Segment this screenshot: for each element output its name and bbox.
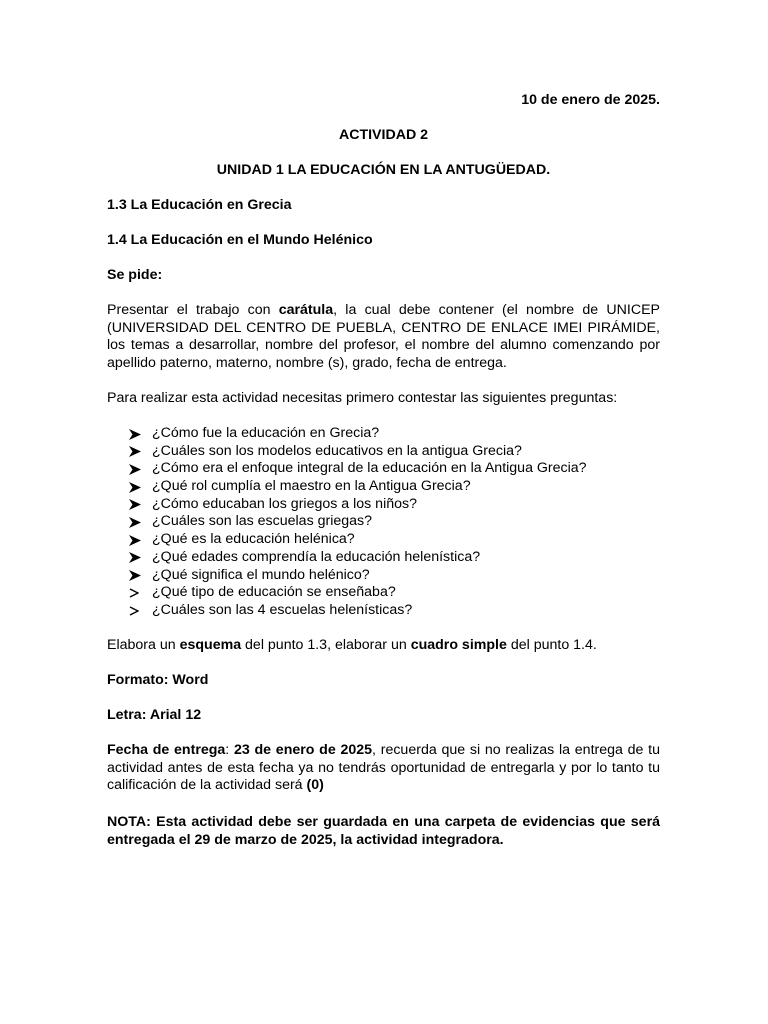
question-text: ¿Qué edades comprendía la educación helenística? <box>152 548 481 565</box>
questions-intro: Para realizar esta actividad necesitas primero contestar las siguientes preguntas: <box>107 390 618 406</box>
filled-arrowhead-bullet-icon <box>129 570 141 581</box>
question-text: ¿Qué tipo de educación se enseñaba? <box>152 584 396 601</box>
list-item <box>129 496 587 514</box>
filled-arrowhead-bullet-icon <box>129 446 141 457</box>
filled-arrowhead-bullet-icon <box>129 429 141 440</box>
unit-title: UNIDAD 1 LA EDUCACIÓN EN LA ANTUGÜEDAD. <box>216 162 551 178</box>
list-item <box>129 425 587 443</box>
filled-arrowhead-bullet-icon <box>129 552 141 563</box>
cuadro-simple-emphasis: cuadro simple <box>410 637 507 653</box>
esquema-emphasis: esquema <box>179 637 242 653</box>
list-item <box>129 531 587 549</box>
document-date: 10 de enero de 2025. <box>521 92 660 108</box>
question-text: ¿Cómo era el enfoque integral de la educación en la Antigua Grecia? <box>152 460 587 477</box>
due-date-label: Fecha de entrega <box>107 742 226 758</box>
presentation-text-2: , la cual debe contener (el nombre de UNICEP (UNIVERSIDAD DEL CENTRO DE PUEBLA, CENTRO DE ENLACE IMEI PIRÁMIDE, los temas a desarrollar, nombre del profesor, el nombre del alumno comenzando por apellido paterno, materno, nombre (s), grado, fecha de entrega. <box>107 302 660 372</box>
question-text: ¿Qué rol cumplía el maestro en la Antigua Grecia? <box>152 478 471 495</box>
filled-arrowhead-bullet-icon <box>129 517 141 528</box>
due-date-text: , recuerda que si no realizas la entrega de tu actividad antes de esta fecha ya no tendrás oportunidad de entregarla y por lo tanto tu calificación de la actividad será <box>107 742 660 794</box>
list-item <box>129 584 587 602</box>
list-item <box>129 513 587 531</box>
format-line: Formato: Word <box>107 672 209 688</box>
activity-title: ACTIVIDAD 2 <box>338 127 429 143</box>
caratula-emphasis: carátula <box>278 302 334 318</box>
elabora-text-3: del punto 1.4. <box>506 637 597 653</box>
elabora-text-1: Elabora un <box>107 637 180 653</box>
grade-zero: (0) <box>306 777 324 794</box>
filled-arrowhead-bullet-icon <box>129 464 141 475</box>
due-date-paragraph <box>107 742 660 795</box>
filled-arrowhead-bullet-icon <box>129 499 141 510</box>
outline-arrowhead-bullet-icon <box>129 606 139 616</box>
se-pide-heading: Se pide: <box>107 267 163 283</box>
question-text: ¿Qué es la educación helénica? <box>152 531 355 548</box>
filled-arrowhead-bullet-icon <box>129 482 141 493</box>
list-item <box>129 549 587 567</box>
list-item <box>129 460 587 478</box>
note-paragraph: NOTA: Esta actividad debe ser guardada en una carpeta de evidencias que será entregada el 29 de marzo de 2025, la actividad integradora. <box>107 814 660 848</box>
outline-arrowhead-bullet-icon <box>129 588 139 598</box>
list-item <box>129 478 587 496</box>
topic-heading-1-4: 1.4 La Educación en el Mundo Helénico <box>107 232 373 248</box>
list-item <box>129 602 587 620</box>
question-text: ¿Cuáles son los modelos educativos en la antigua Grecia? <box>152 442 522 459</box>
question-text: ¿Qué significa el mundo helénico? <box>152 566 370 583</box>
list-item <box>129 567 587 585</box>
topic-heading-1-3: 1.3 La Educación en Grecia <box>107 197 292 213</box>
elabora-paragraph <box>107 637 660 655</box>
font-line: Letra: Arial 12 <box>107 707 202 723</box>
presentation-paragraph <box>107 302 660 373</box>
questions-list <box>129 425 587 620</box>
question-text: ¿Cuáles son las 4 escuelas helenísticas? <box>152 601 413 618</box>
question-text: ¿Cuáles son las escuelas griegas? <box>152 513 373 530</box>
filled-arrowhead-bullet-icon <box>129 535 141 546</box>
list-item <box>129 443 587 461</box>
question-text: ¿Cómo fue la educación en Grecia? <box>152 425 380 441</box>
question-text: ¿Cómo educaban los griegos a los niños? <box>152 495 417 512</box>
due-date-value: 23 de enero de 2025 <box>233 742 373 758</box>
due-date-colon: : <box>225 742 234 758</box>
presentation-text-1: Presentar el trabajo con <box>107 302 279 318</box>
elabora-text-2: del punto 1.3, elaborar un <box>241 637 411 653</box>
